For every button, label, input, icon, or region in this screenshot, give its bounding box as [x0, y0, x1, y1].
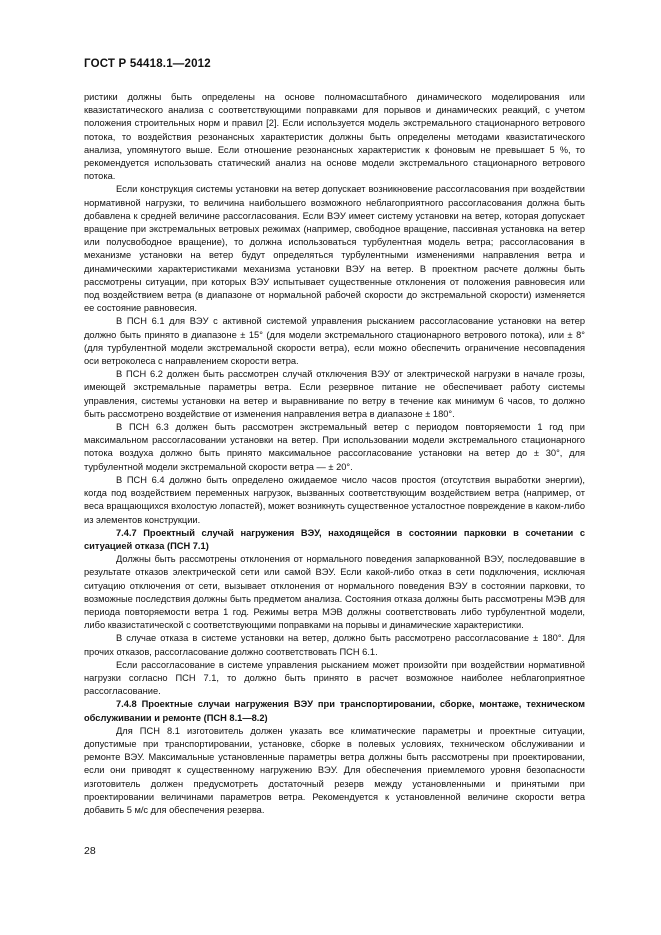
- paragraph: В случае отказа в системе установки на ветер, должно быть рассмотрено рассогласование ± 180°. Для прочих отказов, рассогласование должно соответствовать ПСН 6.1.: [84, 633, 585, 657]
- standard-header: ГОСТ Р 54418.1—2012: [84, 58, 211, 70]
- paragraph: В ПСН 6.1 для ВЭУ с активной системой управления рысканием рассогласование установки на ветер должно быть принято в диапазоне ± 15° (для модели экстремального стационарного ветрового потока), или ± 8° (для турбулентной модели экстремальной скорости ветра), если можно обеспечить ограничение несовпадения оси ветроколеса с направлением скорости ветра.: [84, 316, 585, 367]
- paragraph: В ПСН 6.3 должен быть рассмотрен экстремальный ветер с периодом повторяемости 1 год при максимальном рассогласовании установки на ветер. При использовании модели экстремального стационарного потока воздуха должно быть принято максимальное рассогласование установки на ветер до ± 30°, для турбулентной модели экстремальной скорости ветра — ± 20°.: [84, 422, 585, 472]
- paragraph: Для ПСН 8.1 изготовитель должен указать все климатические параметры и проектные ситуации, допустимые при транспортировании, установке, сборке в полевых условиях, техническом обслуживании и ремонте ВЭУ. Максимальные установленные параметры ветра должны быть рассмотрены при проектировании, если они приводят к существенному нагружению ВЭУ. Для обеспечения приемлемого уровня безопасности изготовитель должен предусмотреть достаточный резерв между установленными и принятыми при проектировании величинами параметров ветра. Рекомендуется к установленной величине скорости ветра добавить 5 м/с для обеспечения резерва.: [84, 725, 585, 815]
- paragraph: Если конструкция системы установки на ветер допускает возникновение рассогласования при воздействии нормативной нагрузки, то величина наибольшего возможного неблагоприятного рассогласования должна быть добавлена к средней величине рассогласования. Если ВЭУ имеет систему установки на ветер, которая допускает вращение при экстремальных ветровых режимах (например, свободное вращение, пассивная установка на ветер или полусвободное вращение), то должна использоваться турбулентная модель ветра; рассогласования в механизме установки на ветер будут определяться турбулентными изменениями направления ветра и динамическими характеристиками механизма установки ВЭУ на ветер. В проектном расчете должны быть рассмотрены ситуации, при которых ВЭУ испытывает существенные отклонения от положения равновесия или под воздействием ветра (в диапазоне от нормальной рабочей скорости до экстремальной скорости) изменяется ее состояние равновесия.: [84, 184, 585, 314]
- paragraph: В ПСН 6.2 должен быть рассмотрен случай отключения ВЭУ от электрической нагрузки в начале грозы, имеющей экстремальные параметры ветра. Если резервное питание не обеспечивает работу системы управления, системы установки на ветер и выравнивание по ветру в течение как минимум 6 часов, то должно быть рассмотрено воздействие от изменения направления ветра в диапазоне ± 180°.: [84, 369, 585, 419]
- paragraph: Если рассогласование в системе управления рысканием может произойти при воздействии нормативной нагрузки согласно ПСН 7.1, то должно быть принято в расчет возможное наиболее неблагоприятное рассогласование.: [84, 659, 585, 697]
- paragraph: В ПСН 6.4 должно быть определено ожидаемое число часов простоя (отсутствия выработки энергии), когда под воздействием переменных нагрузок, вызванных соответствующим воздействием ветра (например, от веса вращающихся вхолостую лопастей), может возникнуть существенное усталостное повреждение в каком-либо из элементов конструкции.: [84, 474, 585, 525]
- section-heading-7-4-7: 7.4.7 Проектный случай нагружения ВЭУ, находящейся в состоянии парковки в сочетании с ситуацией отказа (ПСН 7.1): [84, 527, 585, 551]
- page-number: 28: [84, 845, 96, 857]
- document-body: [84, 91, 585, 817]
- section-heading-7-4-8: 7.4.8 Проектные случаи нагружения ВЭУ при транспортировании, сборке, монтаже, техническом обслуживании и ремонте (ПСН 8.1—8.2): [84, 699, 585, 723]
- paragraph: ристики должны быть определены на основе полномасштабного динамического моделирования или квазистатического анализа с соответствующими поправками для порывов и динамических реакций, с учетом положения строительных норм и правил [2]. Если используется модель экстремального стационарного ветрового потока, то воздействия резонансных характеристик должны быть определены методами квазистатического анализа, упомянутого выше. Если отношение резонансных характеристик к фоновым не превышает 5 %, то рекомендуется использовать статический анализ на основе модели экстремального стационарного ветрового потока.: [84, 92, 585, 182]
- paragraph: Должны быть рассмотрены отклонения от нормального поведения запаркованной ВЭУ, последовавшие в результате отказов электрической сети или самой ВЭУ. Если какой-либо отказ в сети подключения, исключая ситуацию отключения от сети, вызывает отклонения от нормального поведения ВЭУ в состоянии парковки, то возможные последствия должны быть предметом анализа. Состояния отказа должны быть рассмотрены МЭВ для периода повторяемости ветра 1 год. Режимы ветра МЭВ должны соответствовать либо турбулентной модели, либо квазистатической с соответствующими поправками на порывы и динамические характеристики.: [84, 554, 585, 631]
